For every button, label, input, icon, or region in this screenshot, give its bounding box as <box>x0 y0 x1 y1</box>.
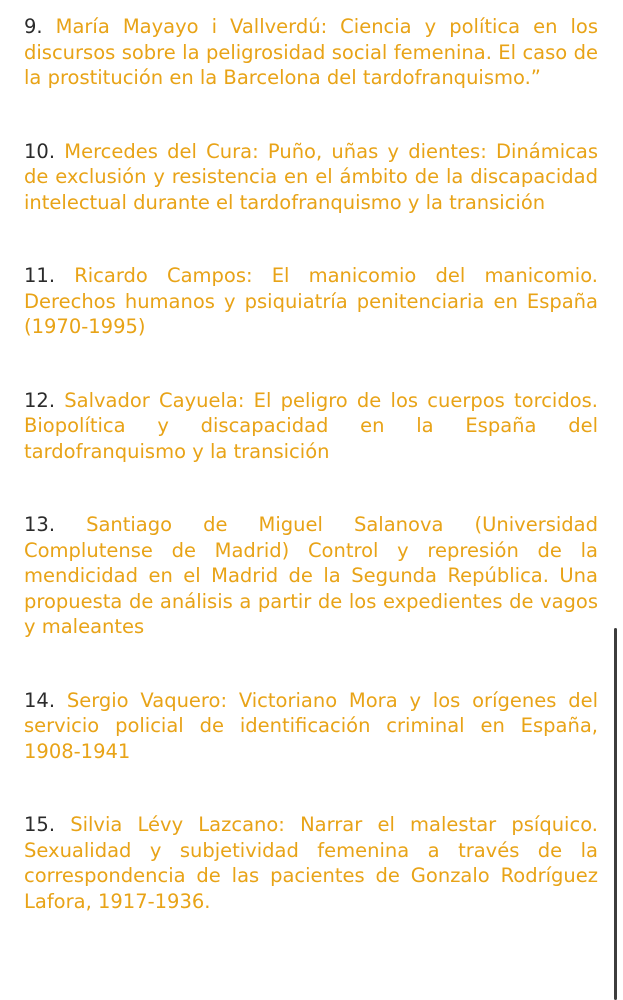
item-number: 10. <box>24 139 56 163</box>
item-title[interactable]: Mercedes del Cura: Puño, uñas y dientes: Dinámicas de exclusión y resistencia en el ámbito de la discapacidad intelectual durante el tardofranquismo y la transición <box>24 139 598 214</box>
list-item <box>24 139 598 216</box>
presentation-list <box>24 14 598 914</box>
list-item <box>24 263 598 340</box>
item-title[interactable]: Ricardo Campos: El manicomio del manicomio. Derechos humanos y psiquiatría penitenciaria en España (1970-1995) <box>24 264 599 338</box>
item-number: 9. <box>24 15 43 38</box>
item-title[interactable]: Santiago de Miguel Salanova (Universidad Complutense de Madrid) Control y represión de la mendicidad en el Madrid de la Segunda República. Una propuesta de análisis a partir de los expedientes de vagos y maleantes <box>24 513 598 638</box>
list-item <box>24 688 598 765</box>
list-item <box>24 812 598 914</box>
item-number: 13. <box>24 513 56 536</box>
item-title[interactable]: Sergio Vaquero: Victoriano Mora y los orígenes del servicio policial de identificación criminal en España, 1908-1941 <box>24 688 598 763</box>
item-title[interactable]: María Mayayo i Vallverdú: Ciencia y política en los discursos sobre la peligrosidad social femenina. El caso de la prostitución en la Barcelona del tardofranquismo.” <box>24 15 598 89</box>
item-title[interactable]: Salvador Cayuela: El peligro de los cuerpos torcidos. Biopolítica y discapacidad en la España del tardofranquismo y la transición <box>24 388 599 463</box>
item-number: 11. <box>24 264 56 287</box>
list-item <box>24 388 598 465</box>
item-number: 12. <box>24 388 56 412</box>
item-title[interactable]: Silvia Lévy Lazcano: Narrar el malestar psíquico. Sexualidad y subjetividad femenina a través de la correspondencia de las pacientes de Gonzalo Rodríguez Lafora, 1917-1936. <box>24 813 598 913</box>
scrollbar[interactable] <box>614 628 617 1000</box>
item-number: 15. <box>24 813 56 836</box>
list-item <box>24 14 598 91</box>
list-item <box>24 512 598 640</box>
item-number: 14. <box>24 688 56 712</box>
